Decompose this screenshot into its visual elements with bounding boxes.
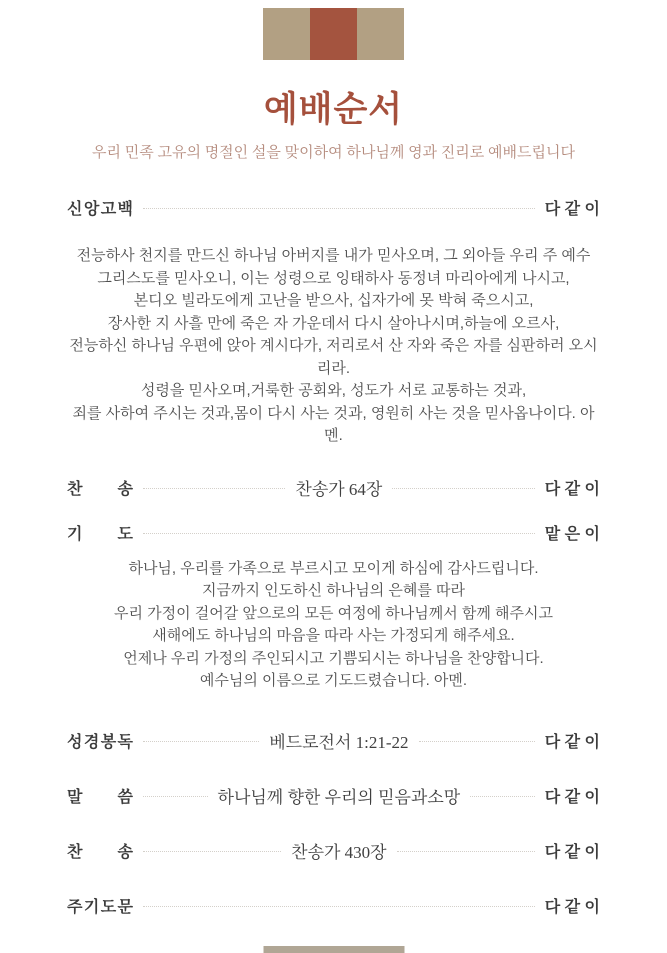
section-row bbox=[67, 730, 600, 752]
section-5 bbox=[67, 785, 600, 807]
label-char: 도 bbox=[117, 526, 133, 543]
text-line: 하나님, 우리를 가족으로 부르시고 모이게 하심에 감사드립니다. bbox=[128, 559, 539, 577]
dotted-leader bbox=[143, 533, 535, 534]
section-label bbox=[67, 729, 133, 752]
label-char: 문 bbox=[117, 899, 133, 916]
label-char: 찬 bbox=[67, 481, 83, 498]
section-text bbox=[67, 558, 600, 693]
text-line: 그리스도를 믿사오니, 이는 성령으로 잉태하사 동정녀 마리아에게 나시고, bbox=[97, 269, 570, 287]
section-7 bbox=[67, 895, 600, 917]
label-char: 백 bbox=[117, 200, 133, 218]
section-3 bbox=[67, 522, 600, 693]
dotted-leader bbox=[143, 488, 285, 489]
label-char: 송 bbox=[117, 481, 133, 498]
decoration-block-tan-right bbox=[357, 8, 404, 60]
section-label bbox=[67, 521, 133, 544]
section-content: 찬송가 64장 bbox=[295, 480, 383, 499]
label-char: 독 bbox=[117, 734, 133, 751]
section-text bbox=[67, 245, 600, 448]
section-row bbox=[67, 477, 600, 499]
page-subtitle: 우리 민족 고유의 명절인 설을 맞이하여 하나님께 영과 진리로 예배드립니다 bbox=[92, 145, 575, 161]
header-decoration bbox=[263, 8, 404, 60]
text-line: 죄를 사하여 주시는 것과,몸이 다시 사는 것과, 영원히 사는 것을 믿사옵나이다. 아멘. bbox=[72, 404, 595, 444]
section-2 bbox=[67, 477, 600, 499]
section-6 bbox=[67, 840, 600, 862]
section-row bbox=[67, 840, 600, 862]
section-4 bbox=[67, 730, 600, 752]
text-line: 성령을 믿사오며,거룩한 공회와, 성도가 서로 교통하는 것과, bbox=[140, 382, 527, 399]
dotted-leader bbox=[419, 741, 535, 742]
text-line: 전능하사 천지를 만드신 하나님 아버지를 내가 믿사오며, 그 외아들 우리 주 예수 bbox=[76, 247, 591, 264]
label-char: 성 bbox=[67, 734, 83, 751]
section-row bbox=[67, 895, 600, 917]
dotted-leader bbox=[143, 208, 535, 209]
page-title: 예배순서 bbox=[263, 90, 404, 129]
section-label bbox=[67, 839, 133, 862]
label-char: 씀 bbox=[117, 789, 133, 806]
footer-decoration bbox=[263, 946, 404, 953]
decoration-block-tan-left bbox=[263, 8, 310, 60]
label-char: 말 bbox=[67, 789, 83, 806]
text-line: 예수님의 이름으로 기도드렸습니다. 아멘. bbox=[199, 672, 468, 689]
section-participant: 다 같 이 bbox=[544, 200, 600, 218]
text-line: 장사한 지 사흘 만에 죽은 자 가운데서 다시 살아나시며,하늘에 오르사, bbox=[107, 314, 560, 332]
label-char: 봉 bbox=[100, 734, 117, 751]
text-line: 전능하신 하나님 우편에 앉아 계시다가, 저리로서 산 자와 죽은 자를 심판하러 오시리라. bbox=[69, 337, 598, 377]
label-char: 기 bbox=[67, 526, 83, 543]
section-label bbox=[67, 476, 133, 499]
section-label bbox=[67, 784, 133, 807]
label-char: 고 bbox=[100, 200, 117, 218]
section-label bbox=[67, 894, 133, 917]
label-char: 경 bbox=[83, 734, 100, 751]
section-1 bbox=[67, 196, 600, 448]
text-line: 본디오 빌라도에게 고난을 받으사, 십자가에 못 박혀 죽으시고, bbox=[133, 292, 534, 309]
label-char: 송 bbox=[117, 844, 133, 861]
text-line: 언제나 우리 가정의 주인되시고 기쁨되시는 하나님을 찬양합니다. bbox=[123, 649, 544, 667]
dotted-leader bbox=[143, 741, 259, 742]
label-char: 도 bbox=[100, 899, 117, 916]
text-line: 새해에도 하나님의 마음을 따라 사는 가정되게 해주세요. bbox=[152, 627, 515, 644]
dotted-leader bbox=[143, 796, 208, 797]
dotted-leader bbox=[397, 851, 535, 852]
section-participant: 맡 은 이 bbox=[544, 526, 600, 543]
label-char: 찬 bbox=[67, 844, 83, 861]
section-participant: 다 같 이 bbox=[544, 899, 600, 916]
label-char: 기 bbox=[83, 899, 100, 916]
dotted-leader bbox=[143, 906, 535, 907]
section-row bbox=[67, 522, 600, 544]
section-row bbox=[67, 196, 600, 218]
label-char: 신 bbox=[67, 200, 83, 218]
section-content: 찬송가 430장 bbox=[291, 843, 387, 862]
label-char: 주 bbox=[67, 899, 83, 916]
label-char: 앙 bbox=[83, 200, 100, 218]
section-participant: 다 같 이 bbox=[544, 734, 601, 751]
section-participant: 다 같 이 bbox=[544, 844, 600, 861]
dotted-leader bbox=[392, 488, 534, 489]
section-participant: 다 같 이 bbox=[544, 481, 600, 498]
decoration-block-rust bbox=[310, 8, 357, 60]
section-content: 하나님께 향한 우리의 믿음과소망 bbox=[217, 788, 461, 807]
dotted-leader bbox=[143, 851, 281, 852]
section-label bbox=[67, 196, 133, 219]
service-order-sections bbox=[0, 196, 667, 917]
dotted-leader bbox=[470, 796, 535, 797]
text-line: 우리 가정이 걸어갈 앞으로의 모든 여정에 하나님께서 함께 해주시고 bbox=[113, 604, 554, 622]
section-participant: 다 같 이 bbox=[544, 789, 600, 806]
section-content: 베드로전서 1:21-22 bbox=[269, 733, 409, 752]
text-line: 지금까지 인도하신 하나님의 은혜를 따라 bbox=[201, 582, 465, 599]
section-row bbox=[67, 785, 600, 807]
